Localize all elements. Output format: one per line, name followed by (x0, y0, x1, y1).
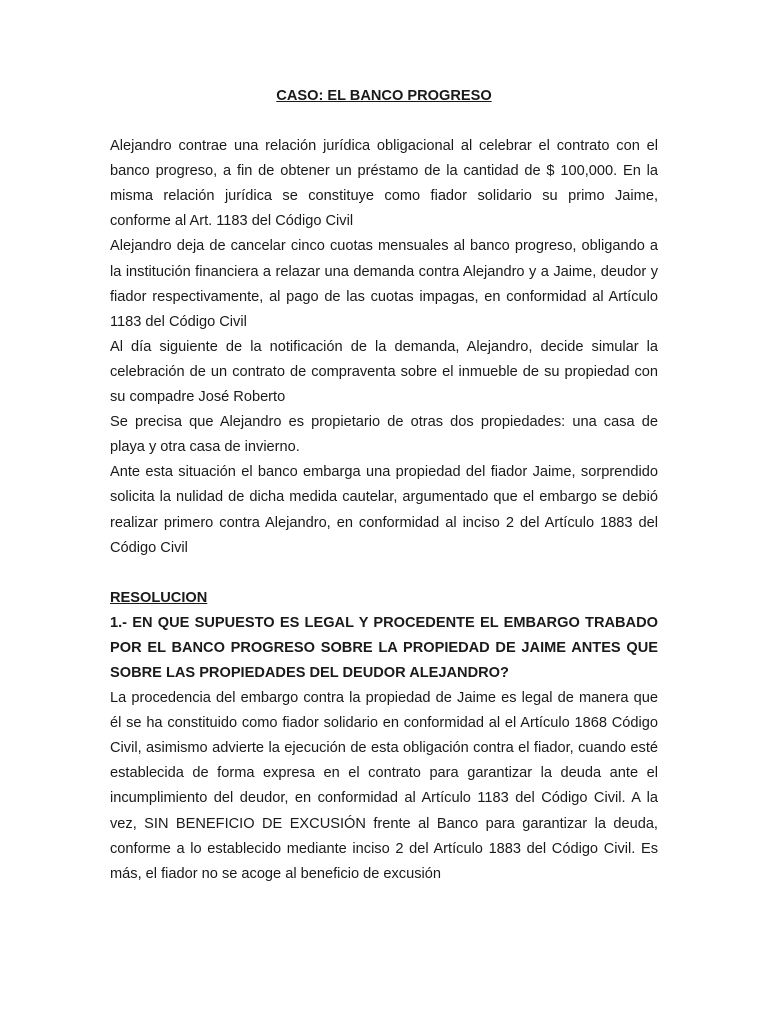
case-paragraph-1: Alejandro contrae una relación jurídica obligacional al celebrar el contrato con el banco progreso, a fin de obtener un préstamo de la cantidad de $ 100,000. En la misma relación jurídica se constituye como fiador solidario su primo Jaime, conforme al Art. 1183 del Código Civil (110, 138, 658, 230)
document-page (110, 84, 658, 887)
case-paragraph-2: Alejandro deja de cancelar cinco cuotas mensuales al banco progreso, obligando a la institución financiera a relazar una demanda contra Alejandro y a Jaime, deudor y fiador respectivamente, al pago de las cuotas impagas, en conformidad al Artículo 1183 del Código Civil (110, 238, 658, 330)
document-title: CASO: EL BANCO PROGRESO (276, 88, 492, 104)
case-paragraph-5: Ante esta situación el banco embarga una propiedad del fiador Jaime, sorprendido solicita la nulidad de dicha medida cautelar, argumentado que el embargo se debió realizar primero contra Alejandro, en conformidad al inciso 2 del Artículo 1883 del Código Civil (110, 464, 658, 556)
resolution-heading: RESOLUCION (110, 589, 208, 606)
case-paragraph-4: Se precisa que Alejandro es propietario de otras dos propiedades: una casa de playa y otra casa de invierno. (110, 414, 658, 456)
answer-1: La procedencia del embargo contra la propiedad de Jaime es legal de manera que él se ha constituido como fiador solidario en conformidad al el Artículo 1868 Código Civil, asimismo advierte la ejecución de esta obligación contra el fiador, cuando esté establecida de forma expresa en el contrato para garantizar la deuda ante el incumplimiento del deudor, en conformidad al Artículo 1183 del Código Civil. A la vez, SIN BENEFICIO DE EXCUSIÓN frente al Banco para garantizar la deuda, conforme a lo establecido mediante inciso 2 del Artículo 1883 del Código Civil. Es más, el fiador no se acoge al beneficio de excusión (110, 690, 658, 882)
case-paragraph-3: Al día siguiente de la notificación de la demanda, Alejandro, decide simular la celebración de un contrato de compraventa sobre el inmueble de su propiedad con su compadre José Roberto (110, 338, 658, 406)
question-1: 1.- EN QUE SUPUESTO ES LEGAL Y PROCEDENTE EL EMBARGO TRABADO POR EL BANCO PROGRESO SOBRE LA PROPIEDAD DE JAIME ANTES QUE SOBRE LAS PROPIEDADES DEL DEUDOR ALEJANDRO? (110, 614, 658, 681)
section-spacer (110, 561, 658, 586)
